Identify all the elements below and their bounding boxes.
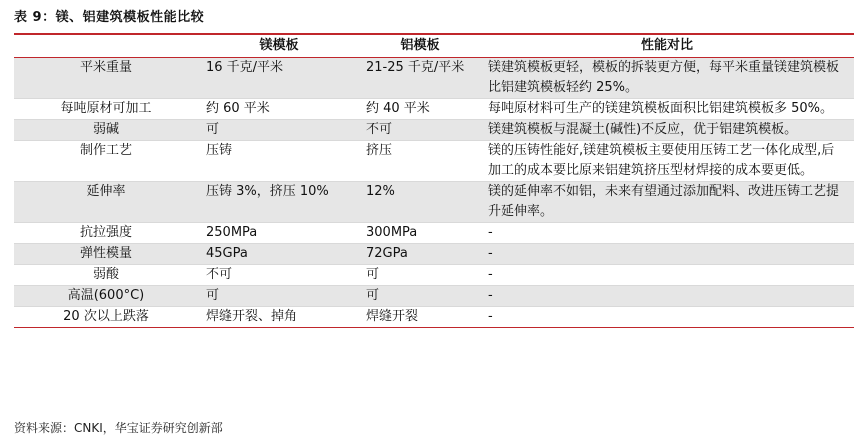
header-magnesium: 镁模板 bbox=[200, 34, 360, 58]
table-row bbox=[14, 286, 854, 307]
comparison-table bbox=[14, 33, 854, 328]
header-row bbox=[14, 34, 854, 58]
row-aluminum: 72GPa bbox=[360, 244, 482, 265]
row-magnesium: 压铸 bbox=[200, 141, 360, 182]
source-note: 资料来源：CNKI，华宝证券研究创新部 bbox=[14, 421, 223, 435]
row-comparison: - bbox=[482, 223, 854, 244]
row-aluminum: 焊缝开裂 bbox=[360, 307, 482, 328]
table-row bbox=[14, 223, 854, 244]
row-comparison: - bbox=[482, 265, 854, 286]
row-aluminum: 300MPa bbox=[360, 223, 482, 244]
row-magnesium: 可 bbox=[200, 120, 360, 141]
table-row bbox=[14, 265, 854, 286]
row-magnesium: 45GPa bbox=[200, 244, 360, 265]
row-magnesium: 焊缝开裂、掉角 bbox=[200, 307, 360, 328]
row-magnesium: 约 60 平米 bbox=[200, 99, 360, 120]
table-row bbox=[14, 182, 854, 223]
header-comparison: 性能对比 bbox=[482, 34, 854, 58]
row-feature: 制作工艺 bbox=[14, 141, 200, 182]
row-aluminum: 可 bbox=[360, 286, 482, 307]
table-row bbox=[14, 120, 854, 141]
row-comparison: 镁的压铸性能好,镁建筑模板主要使用压铸工艺一体化成型,后加工的成本要比原来铝建筑挤压型材焊接的成本要更低。 bbox=[482, 141, 854, 182]
table-title: 表 9：镁、铝建筑模板性能比较 bbox=[14, 10, 205, 25]
row-feature: 弱酸 bbox=[14, 265, 200, 286]
row-magnesium: 压铸 3%，挤压 10% bbox=[200, 182, 360, 223]
header-feature bbox=[14, 34, 200, 58]
table-row bbox=[14, 99, 854, 120]
row-feature: 20 次以上跌落 bbox=[14, 307, 200, 328]
row-comparison: 每吨原材料可生产的镁建筑模板面积比铝建筑模板多 50%。 bbox=[482, 99, 854, 120]
row-comparison: 镁建筑模板与混凝土(碱性)不反应，优于铝建筑模板。 bbox=[482, 120, 854, 141]
row-magnesium: 16 千克/平米 bbox=[200, 58, 360, 99]
row-feature: 延伸率 bbox=[14, 182, 200, 223]
row-feature: 平米重量 bbox=[14, 58, 200, 99]
row-magnesium: 不可 bbox=[200, 265, 360, 286]
table-row bbox=[14, 141, 854, 182]
row-feature: 高温(600°C) bbox=[14, 286, 200, 307]
table-row bbox=[14, 307, 854, 328]
header-aluminum: 铝模板 bbox=[360, 34, 482, 58]
row-aluminum: 挤压 bbox=[360, 141, 482, 182]
row-comparison: - bbox=[482, 307, 854, 328]
row-feature: 弱碱 bbox=[14, 120, 200, 141]
row-aluminum: 21-25 千克/平米 bbox=[360, 58, 482, 99]
table-row bbox=[14, 58, 854, 99]
row-aluminum: 不可 bbox=[360, 120, 482, 141]
row-feature: 弹性模量 bbox=[14, 244, 200, 265]
row-feature: 抗拉强度 bbox=[14, 223, 200, 244]
table-row bbox=[14, 244, 854, 265]
row-feature: 每吨原材可加工 bbox=[14, 99, 200, 120]
row-magnesium: 250MPa bbox=[200, 223, 360, 244]
row-aluminum: 12% bbox=[360, 182, 482, 223]
row-comparison: 镁建筑模板更轻，模板的拆装更方便，每平米重量镁建筑模板比铝建筑模板轻约 25%。 bbox=[482, 58, 854, 99]
row-comparison: - bbox=[482, 244, 854, 265]
row-comparison: - bbox=[482, 286, 854, 307]
row-aluminum: 可 bbox=[360, 265, 482, 286]
row-magnesium: 可 bbox=[200, 286, 360, 307]
row-aluminum: 约 40 平米 bbox=[360, 99, 482, 120]
row-comparison: 镁的延伸率不如铝，未来有望通过添加配料、改进压铸工艺提升延伸率。 bbox=[482, 182, 854, 223]
